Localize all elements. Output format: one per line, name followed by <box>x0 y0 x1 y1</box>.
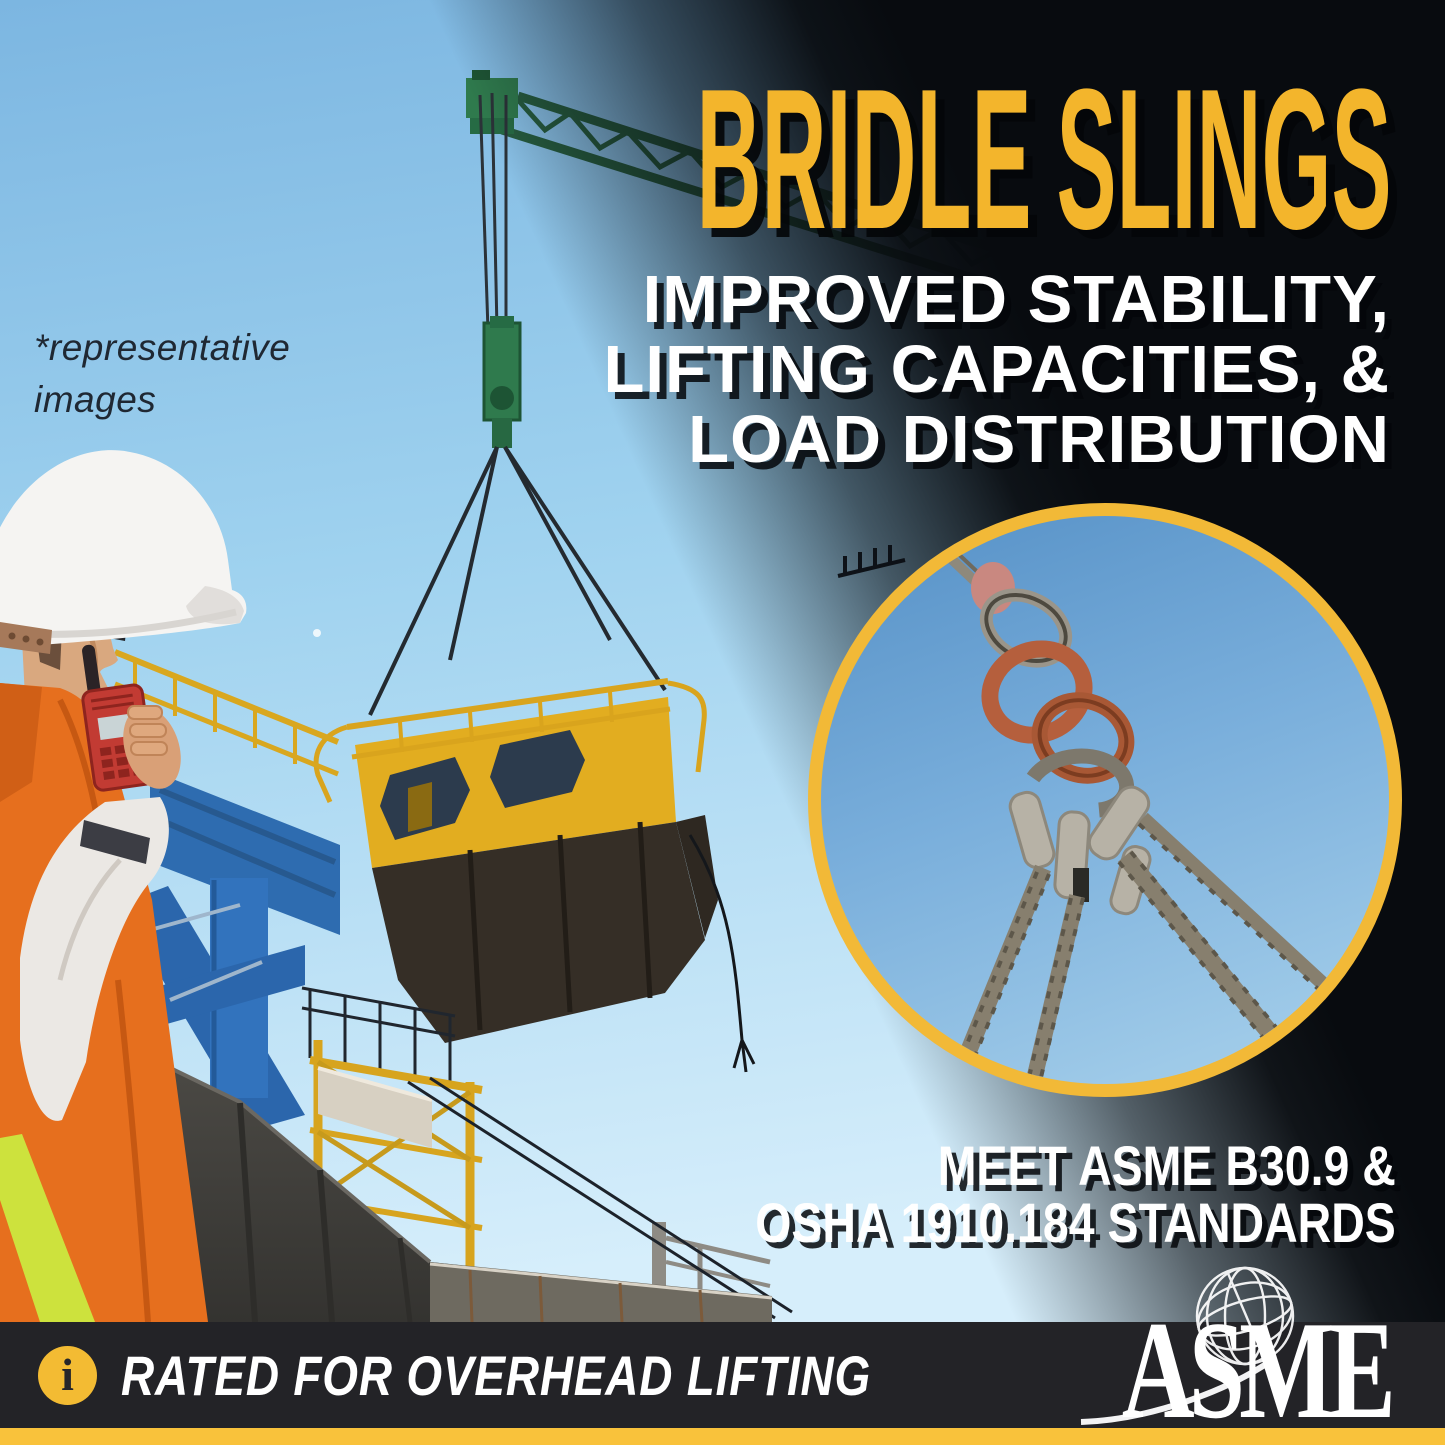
asme-logo <box>1077 1240 1445 1440</box>
standards-line-1: MEET ASME B30.9 & <box>937 1134 1396 1197</box>
subtitle-line-3: LOAD DISTRIBUTION <box>688 402 1390 477</box>
footer-label: RATED FOR OVERHEAD LIFTING <box>121 1343 872 1407</box>
subtitle <box>603 262 1390 477</box>
subtitle-line-2: LIFTING CAPACITIES, & <box>603 332 1390 407</box>
page-title-text: BRIDLE SLINGS <box>696 48 1392 271</box>
svg-text:ASME: ASME <box>1121 1293 1390 1440</box>
standards-line-2: OSHA 1910.184 STANDARDS <box>755 1191 1396 1254</box>
wire-rope-sling-illustration <box>821 516 1389 1084</box>
note-line-1: *representative <box>34 327 291 368</box>
info-icon-glyph: i <box>61 1349 74 1400</box>
info-icon <box>38 1346 97 1405</box>
sling-closeup-inset <box>808 503 1402 1097</box>
subtitle-line-1: IMPROVED STABILITY, <box>642 262 1390 337</box>
representative-images-note <box>34 322 290 426</box>
standards-text <box>624 1134 1396 1254</box>
page-title <box>0 48 1392 271</box>
note-line-2: images <box>34 379 157 420</box>
